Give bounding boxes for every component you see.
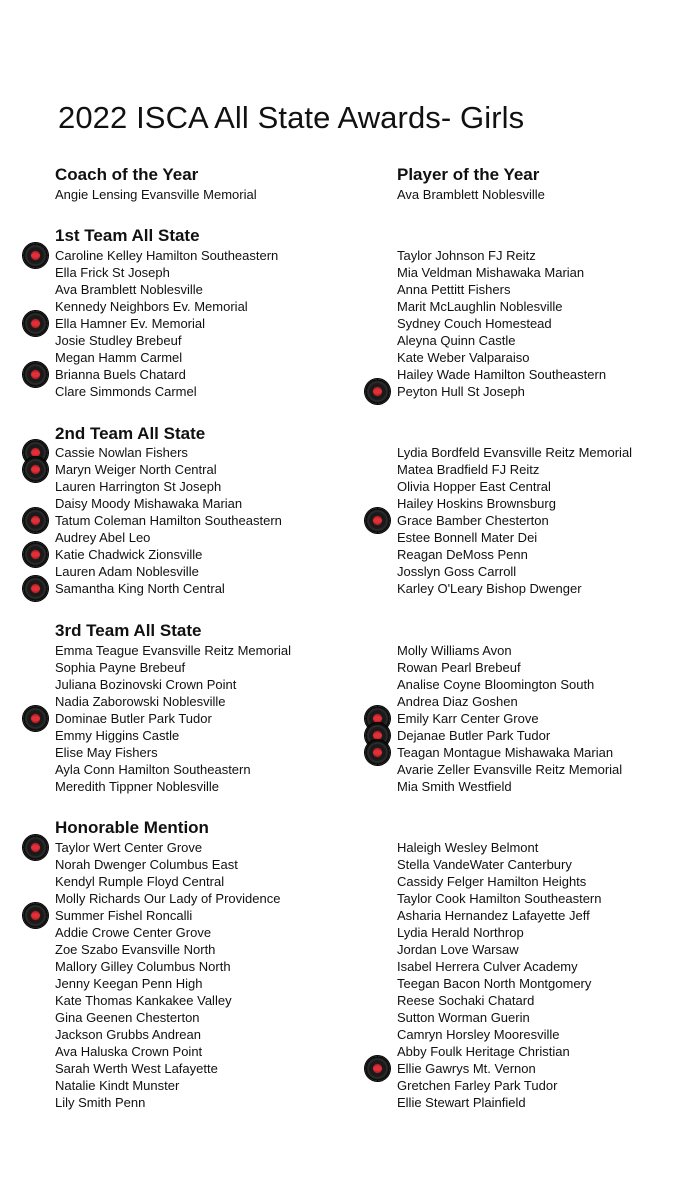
honoree-name: Grace Bamber Chesterton xyxy=(397,513,549,528)
section-heading: 2nd Team All State xyxy=(55,424,206,443)
honoree-name: Teagan Montague Mishawaka Marian xyxy=(397,745,614,760)
honoree-name: Aleyna Quinn Castle xyxy=(397,333,516,348)
honoree-name: Mia Veldman Mishawaka Marian xyxy=(397,265,585,280)
honoree-name: Norah Dwenger Columbus East xyxy=(55,857,238,872)
honoree-name: Ellie Gawrys Mt. Vernon xyxy=(397,1061,536,1076)
honoree-name: Stella VandeWater Canterbury xyxy=(397,857,572,872)
honoree-name: Katie Chadwick Zionsville xyxy=(55,547,203,562)
honoree-name: Josie Studley Brebeuf xyxy=(55,333,182,348)
honoree-entry xyxy=(55,281,355,298)
honoree-entry xyxy=(55,975,355,992)
honoree-name: Taylor Cook Hamilton Southeastern xyxy=(397,891,602,906)
honoree-entry xyxy=(55,512,355,529)
honoree-name: Megan Hamm Carmel xyxy=(55,350,183,365)
honoree-name: Jenny Keegan Penn High xyxy=(55,976,203,991)
honoree-entry xyxy=(397,247,674,264)
honoree-entry xyxy=(397,580,674,597)
honoree-entry xyxy=(55,890,355,907)
honoree-name: Cassidy Felger Hamilton Heights xyxy=(397,874,587,889)
honoree-name: Karley O'Leary Bishop Dwenger xyxy=(397,581,582,596)
honoree-entry xyxy=(55,778,355,795)
honoree-name: Sarah Werth West Lafayette xyxy=(55,1061,218,1076)
team-logo-icon xyxy=(23,576,48,601)
honoree-name: Hailey Wade Hamilton Southeastern xyxy=(397,367,607,382)
honoree-entry xyxy=(397,383,674,400)
team-logo-icon xyxy=(23,243,48,268)
honoree-entry xyxy=(397,744,674,761)
honoree-name: Dominae Butler Park Tudor xyxy=(55,711,212,726)
honoree-entry xyxy=(55,907,355,924)
honoree-name: Emma Teague Evansville Reitz Memorial xyxy=(55,643,292,658)
honoree-name: Kate Thomas Kankakee Valley xyxy=(55,993,232,1008)
team-logo-icon xyxy=(23,706,48,731)
honoree-entry xyxy=(397,676,674,693)
honoree-name: Daisy Moody Mishawaka Marian xyxy=(55,496,243,511)
honoree-list-left xyxy=(55,444,355,597)
honoree-name: Kendyl Rumple Floyd Central xyxy=(55,874,225,889)
honoree-entry xyxy=(55,349,355,366)
honoree-name: Hailey Hoskins Brownsburg xyxy=(397,496,556,511)
honoree-entry xyxy=(397,264,674,281)
honoree-entry xyxy=(55,264,355,281)
honoree-entry xyxy=(397,924,674,941)
honoree-name: Haleigh Wesley Belmont xyxy=(397,840,539,855)
honoree-entry xyxy=(397,332,674,349)
honoree-entry xyxy=(55,710,355,727)
honoree-entry xyxy=(55,495,355,512)
honoree-name: Ava Haluska Crown Point xyxy=(55,1044,203,1059)
honoree-name: Audrey Abel Leo xyxy=(55,530,151,545)
honoree-name: Kate Weber Valparaiso xyxy=(397,350,530,365)
honoree-entry xyxy=(397,941,674,958)
honoree-name: Kennedy Neighbors Ev. Memorial xyxy=(55,299,248,314)
page-title: 2022 ISCA All State Awards- Girls xyxy=(58,100,525,135)
honoree-name: Taylor Wert Center Grove xyxy=(55,840,203,855)
honoree-entry xyxy=(397,495,674,512)
honoree-name: Jordan Love Warsaw xyxy=(397,942,519,957)
section-heading: Honorable Mention xyxy=(55,818,209,837)
honoree-list-left xyxy=(55,839,355,1111)
honoree-entry xyxy=(397,659,674,676)
honoree-name: Camryn Horsley Mooresville xyxy=(397,1027,560,1042)
honoree-entry xyxy=(55,563,355,580)
honoree-entry xyxy=(397,839,674,856)
honoree-name: Lily Smith Penn xyxy=(55,1095,146,1110)
honoree-name: Maryn Weiger North Central xyxy=(55,462,217,477)
honoree-entry xyxy=(397,461,674,478)
honoree-name: Ayla Conn Hamilton Southeastern xyxy=(55,762,251,777)
honoree-entry xyxy=(397,512,674,529)
honoree-entry xyxy=(55,839,355,856)
honoree-name: Gretchen Farley Park Tudor xyxy=(397,1078,558,1093)
honoree-entry xyxy=(55,1077,355,1094)
honoree-entry xyxy=(55,461,355,478)
honoree-name: Isabel Herrera Culver Academy xyxy=(397,959,578,974)
honoree-name: Reese Sochaki Chatard xyxy=(397,993,535,1008)
honoree-name: Sutton Worman Guerin xyxy=(397,1010,530,1025)
honoree-list-right xyxy=(397,839,674,1111)
honoree-entry xyxy=(55,744,355,761)
honoree-entry xyxy=(55,941,355,958)
honoree-name: Taylor Johnson FJ Reitz xyxy=(397,248,536,263)
honoree-name: Samantha King North Central xyxy=(55,581,225,596)
honoree-entry xyxy=(397,761,674,778)
honoree-entry xyxy=(397,992,674,1009)
honoree-name: Matea Bradfield FJ Reitz xyxy=(397,462,540,477)
honoree-name: Summer Fishel Roncalli xyxy=(55,908,193,923)
honoree-entry xyxy=(55,298,355,315)
honoree-entry xyxy=(55,856,355,873)
team-logo-icon xyxy=(23,508,48,533)
honoree-entry xyxy=(397,1077,674,1094)
honoree-entry xyxy=(397,546,674,563)
honoree-entry xyxy=(55,580,355,597)
honoree-entry xyxy=(55,247,355,264)
honoree-entry xyxy=(397,298,674,315)
honoree-entry xyxy=(397,710,674,727)
honoree-name: Ellie Stewart Plainfield xyxy=(397,1095,526,1110)
honoree-entry xyxy=(55,924,355,941)
player-of-year-heading: Player of the Year xyxy=(397,165,540,184)
honoree-entry xyxy=(55,873,355,890)
honoree-name: Lydia Herald Northrop xyxy=(397,925,524,940)
honoree-name: Natalie Kindt Munster xyxy=(55,1078,180,1093)
honoree-name: Ella Hamner Ev. Memorial xyxy=(55,316,206,331)
honoree-entry xyxy=(55,992,355,1009)
team-logo-icon xyxy=(365,1056,390,1081)
honoree-name: Lauren Harrington St Joseph xyxy=(55,479,222,494)
honoree-entry xyxy=(55,958,355,975)
honoree-entry xyxy=(397,563,674,580)
honoree-entry xyxy=(397,890,674,907)
honoree-name: Molly Williams Avon xyxy=(397,643,512,658)
honoree-entry xyxy=(55,1094,355,1111)
player-of-year-name: Ava Bramblett Noblesville xyxy=(397,187,545,202)
honoree-name: Estee Bonnell Mater Dei xyxy=(397,530,538,545)
honoree-entry xyxy=(397,693,674,710)
honoree-entry xyxy=(397,444,674,461)
honoree-list-right xyxy=(397,247,674,400)
honoree-name: Emmy Higgins Castle xyxy=(55,728,180,743)
honoree-entry xyxy=(397,349,674,366)
honoree-name: Sydney Couch Homestead xyxy=(397,316,552,331)
honoree-name: Molly Richards Our Lady of Providence xyxy=(55,891,281,906)
team-logo-icon xyxy=(365,740,390,765)
honoree-entry xyxy=(397,281,674,298)
honoree-name: Teegan Bacon North Montgomery xyxy=(397,976,592,991)
honoree-name: Abby Foulk Heritage Christian xyxy=(397,1044,570,1059)
honoree-name: Asharia Hernandez Lafayette Jeff xyxy=(397,908,590,923)
honoree-entry xyxy=(55,642,355,659)
honoree-entry xyxy=(397,642,674,659)
honoree-name: Brianna Buels Chatard xyxy=(55,367,186,382)
honoree-name: Elise May Fishers xyxy=(55,745,158,760)
honoree-name: Analise Coyne Bloomington South xyxy=(397,677,595,692)
honoree-entry xyxy=(397,975,674,992)
honoree-name: Josslyn Goss Carroll xyxy=(397,564,517,579)
honoree-entry xyxy=(55,546,355,563)
section-heading: 3rd Team All State xyxy=(55,621,202,640)
honoree-entry xyxy=(55,693,355,710)
team-logo-icon xyxy=(23,311,48,336)
honoree-name: Jackson Grubbs Andrean xyxy=(55,1027,201,1042)
honoree-entry xyxy=(397,478,674,495)
honoree-name: Reagan DeMoss Penn xyxy=(397,547,528,562)
honoree-name: Tatum Coleman Hamilton Southeastern xyxy=(55,513,282,528)
honoree-name: Zoe Szabo Evansville North xyxy=(55,942,216,957)
coach-of-year-name: Angie Lensing Evansville Memorial xyxy=(55,187,257,202)
honoree-entry xyxy=(55,529,355,546)
honoree-name: Clare Simmonds Carmel xyxy=(55,384,197,399)
team-logo-icon xyxy=(23,542,48,567)
honoree-entry xyxy=(397,366,674,383)
honoree-entry xyxy=(397,778,674,795)
honoree-name: Nadia Zaborowski Noblesville xyxy=(55,694,226,709)
honoree-entry xyxy=(397,873,674,890)
honoree-entry xyxy=(55,676,355,693)
honoree-name: Addie Crowe Center Grove xyxy=(55,925,212,940)
honoree-name: Lauren Adam Noblesville xyxy=(55,564,199,579)
honoree-entry xyxy=(397,1094,674,1111)
team-logo-icon xyxy=(23,457,48,482)
honoree-entry xyxy=(55,478,355,495)
team-logo-icon xyxy=(365,508,390,533)
honoree-name: Peyton Hull St Joseph xyxy=(397,384,525,399)
honoree-name: Lydia Bordfeld Evansville Reitz Memorial xyxy=(397,445,633,460)
honoree-name: Juliana Bozinovski Crown Point xyxy=(55,677,237,692)
honoree-entry xyxy=(55,332,355,349)
honoree-entry xyxy=(397,315,674,332)
honoree-entry xyxy=(397,958,674,975)
honoree-entry xyxy=(397,1009,674,1026)
honoree-entry xyxy=(55,659,355,676)
honoree-name: Gina Geenen Chesterton xyxy=(55,1010,200,1025)
honoree-entry xyxy=(397,529,674,546)
team-logo-icon xyxy=(23,362,48,387)
honoree-entry xyxy=(397,856,674,873)
honoree-entry xyxy=(55,1009,355,1026)
honoree-name: Rowan Pearl Brebeuf xyxy=(397,660,521,675)
coach-of-year-heading: Coach of the Year xyxy=(55,165,199,184)
team-logo-icon xyxy=(23,835,48,860)
honoree-name: Mia Smith Westfield xyxy=(397,779,512,794)
honoree-entry xyxy=(55,761,355,778)
honoree-entry xyxy=(55,315,355,332)
honoree-entry xyxy=(397,907,674,924)
honoree-entry xyxy=(55,366,355,383)
honoree-entry xyxy=(55,444,355,461)
honoree-entry xyxy=(397,1026,674,1043)
honoree-list-right xyxy=(397,642,674,795)
honoree-list-right xyxy=(397,444,674,597)
honoree-name: Cassie Nowlan Fishers xyxy=(55,445,188,460)
honoree-entry xyxy=(55,727,355,744)
honoree-entry xyxy=(55,1060,355,1077)
honoree-name: Ella Frick St Joseph xyxy=(55,265,170,280)
honoree-name: Olivia Hopper East Central xyxy=(397,479,551,494)
honoree-name: Sophia Payne Brebeuf xyxy=(55,660,186,675)
honoree-entry xyxy=(55,383,355,400)
honoree-name: Avarie Zeller Evansville Reitz Memorial xyxy=(397,762,623,777)
honoree-list-left xyxy=(55,642,355,795)
honoree-entry xyxy=(397,1060,674,1077)
team-logo-icon xyxy=(365,379,390,404)
honoree-name: Marit McLaughlin Noblesville xyxy=(397,299,563,314)
honoree-name: Emily Karr Center Grove xyxy=(397,711,539,726)
honoree-name: Ava Bramblett Noblesville xyxy=(55,282,203,297)
team-logo-icon xyxy=(23,903,48,928)
honoree-name: Dejanae Butler Park Tudor xyxy=(397,728,551,743)
honoree-name: Caroline Kelley Hamilton Southeastern xyxy=(55,248,279,263)
honoree-entry xyxy=(397,1043,674,1060)
honoree-name: Anna Pettitt Fishers xyxy=(397,282,511,297)
honoree-entry xyxy=(397,727,674,744)
honoree-entry xyxy=(55,1026,355,1043)
honoree-list-left xyxy=(55,247,355,400)
honoree-name: Andrea Diaz Goshen xyxy=(397,694,518,709)
honoree-entry xyxy=(55,1043,355,1060)
honoree-name: Mallory Gilley Columbus North xyxy=(55,959,231,974)
honoree-name: Meredith Tippner Noblesville xyxy=(55,779,220,794)
section-heading: 1st Team All State xyxy=(55,226,200,245)
